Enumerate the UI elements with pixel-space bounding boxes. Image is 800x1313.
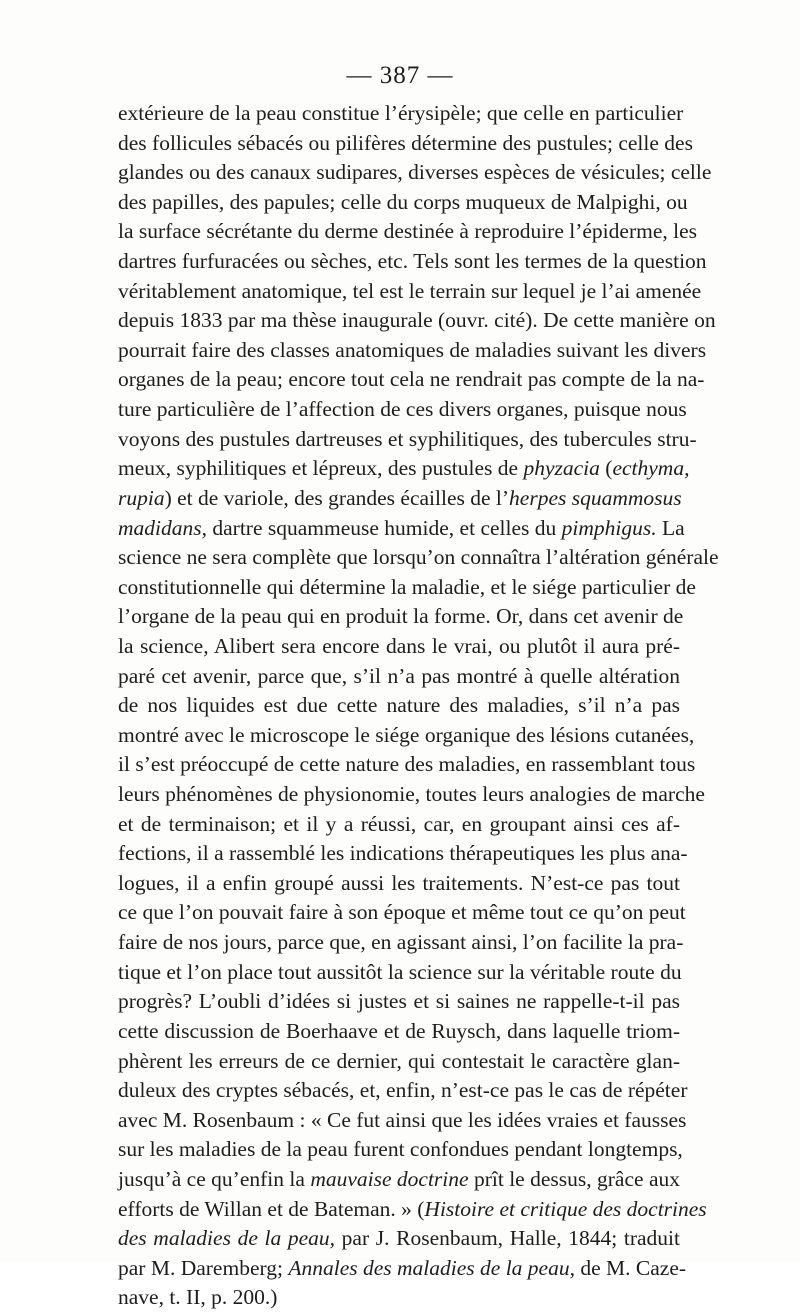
italic-text: pimphigus.: [561, 515, 657, 540]
text-line: [118, 188, 688, 218]
text-segment: voyons des pustules dartreuses et syphilitiques, des tubercules stru-: [118, 426, 697, 451]
text-segment: sur les maladies de la peau furent confondues pendant longtemps,: [118, 1137, 683, 1162]
text-line: [118, 306, 716, 336]
text-segment: (: [599, 456, 613, 481]
text-segment: science ne sera complète que lorsqu’on connaîtra l’altération générale: [118, 545, 719, 570]
italic-text: rupia: [118, 485, 165, 510]
text-line: [118, 99, 684, 129]
text-segment: la surface sécrétante du derme destinée à reproduire l’épiderme, les: [118, 219, 698, 244]
italic-text: phyzacia: [523, 456, 600, 481]
text-line: [118, 425, 697, 455]
text-line: [118, 158, 712, 188]
text-line: [118, 1017, 680, 1047]
text-segment: tique et l’on place tout aussitôt la science sur la véritable route du: [118, 959, 682, 984]
text-segment: organes de la peau; encore tout cela ne rendrait pas compte de la na-: [118, 367, 705, 392]
text-line: [118, 543, 719, 573]
text-segment: meux, syphilitiques et lépreux, des pustules de: [118, 456, 524, 481]
text-segment: ce que l’on pouvait faire à son époque et même tout ce qu’on peut: [118, 900, 686, 925]
italic-text: mauvaise doctrine: [310, 1166, 469, 1191]
text-line: [118, 573, 696, 603]
text-line: [118, 1283, 680, 1313]
text-segment: jusqu’à ce qu’enfin la: [118, 1166, 311, 1191]
text-line: [118, 1106, 687, 1136]
text-line: [118, 1195, 707, 1225]
text-segment: de M. Caze-: [574, 1255, 687, 1280]
text-line: [118, 454, 690, 484]
text-segment: extérieure de la peau constitue l’érysipèle; que celle en particulier: [118, 101, 684, 125]
text-segment: il s’est préoccupé de cette nature des maladies, en rassemblant tous: [118, 752, 696, 777]
text-segment: ) et de variole, des grandes écailles de l’: [164, 485, 510, 510]
text-segment: constitutionnelle qui détermine la maladie, et le siége particulier de: [118, 574, 696, 599]
text-segment: logues, il a enfin groupé aussi les traitements. N’est-ce pas tout: [118, 870, 680, 895]
text-segment: duleux des cryptes sébacés, et, enfin, n’est-ce pas le cas de répéter: [118, 1078, 688, 1103]
text-segment: faire de nos jours, parce que, en agissant ainsi, l’on facilite la pra-: [118, 930, 684, 955]
text-segment: des papilles, des papules; celle du corps muqueux de Malpighi, ou: [118, 189, 688, 214]
text-line: [118, 869, 680, 899]
text-segment: montré avec le microscope le siége organique des lésions cutanées,: [118, 722, 695, 747]
text-segment: par J. Rosenbaum, Halle, 1844; traduit: [335, 1226, 680, 1251]
text-segment: avec M. Rosenbaum : « Ce fut ainsi que les idées vraies et fausses: [118, 1107, 687, 1132]
text-segment: pourrait faire des classes anatomiques de maladies suivant les divers: [118, 337, 707, 362]
text-line: [118, 395, 687, 425]
text-segment: par M. Daremberg;: [118, 1255, 289, 1280]
text-line: [118, 1076, 688, 1106]
text-segment: phèrent les erreurs de ce dernier, qui contestait le caractère glan-: [118, 1048, 680, 1073]
text-line: [118, 958, 680, 988]
text-segment: ture particulière de l’affection de ces divers organes, puisque nous: [118, 397, 687, 422]
body-text: [118, 99, 719, 1313]
text-segment: cette discussion de Boerhaave et de Ruysch, dans laquelle triom-: [118, 1018, 680, 1043]
text-segment: paré cet avenir, parce que, s’il n’a pas montré à quelle altération: [118, 663, 680, 688]
text-segment: fections, il a rassemblé les indications thérapeutiques les plus ana-: [118, 841, 688, 866]
text-line: [118, 1254, 687, 1284]
text-line: [118, 662, 680, 692]
text-line: [118, 928, 684, 958]
italic-text: Histoire et critique des doctrines: [424, 1196, 707, 1221]
text-line: [118, 602, 684, 632]
text-segment: leurs phénomènes de physionomie, toutes leurs analogies de marche: [118, 782, 705, 807]
italic-text: Annales des maladies de la peau,: [288, 1255, 575, 1280]
italic-text: ecthyma,: [612, 456, 690, 481]
text-line: [118, 1165, 680, 1195]
text-line: [118, 750, 696, 780]
text-line: [118, 898, 686, 928]
text-segment: efforts de Willan et de Bateman. » (: [118, 1196, 425, 1221]
text-segment: et de terminaison; et il y a réussi, car, en groupant ainsi ces af-: [118, 811, 680, 836]
text-line: [118, 810, 680, 840]
text-line: [118, 217, 698, 247]
text-line: [118, 1224, 680, 1254]
text-segment: depuis 1833 par ma thèse inaugurale (ouvr. cité). De cette manière on: [118, 308, 716, 333]
text-line: [118, 277, 702, 307]
text-line: [118, 484, 680, 514]
text-line: [118, 839, 688, 869]
text-line: [118, 721, 695, 751]
text-line: [118, 780, 705, 810]
text-segment: la science, Alibert sera encore dans le vrai, ou plutôt il aura pré-: [118, 633, 680, 658]
text-line: [118, 336, 707, 366]
text-segment: véritablement anatomique, tel est le terrain sur lequel je l’ai amenée: [118, 278, 702, 303]
text-segment: de nos liquides est due cette nature des maladies, s’il n’a pas: [118, 693, 680, 718]
text-line: [118, 1047, 680, 1077]
text-line: [118, 365, 705, 395]
text-segment: prît le dessus, grâce aux: [468, 1166, 680, 1191]
italic-text: herpes squammosus: [509, 485, 682, 510]
text-segment: des follicules sébacés ou pilifères détermine des pustules; celle des: [118, 130, 693, 155]
text-segment: glandes ou des canaux sudipares, diverses espèces de vésicules; celle: [118, 160, 712, 185]
text-line: [118, 987, 680, 1017]
text-segment: nave, t. II, p. 200.): [118, 1285, 278, 1310]
page-number: — 387 —: [346, 62, 454, 89]
text-line: [118, 1135, 683, 1165]
text-line: [118, 129, 693, 159]
text-segment: l’organe de la peau qui en produit la forme. Or, dans cet avenir de: [118, 604, 684, 629]
italic-text: madidans,: [118, 515, 207, 540]
text-line: [118, 247, 707, 277]
text-segment: dartres furfuracées ou sèches, etc. Tels sont les termes de la question: [118, 249, 707, 274]
text-segment: progrès? L’oubli d’idées si justes et si saines ne rappelle-t-il pas: [118, 989, 680, 1014]
text-line: [118, 691, 680, 721]
italic-text: des maladies de la peau,: [118, 1226, 336, 1251]
text-line: [118, 514, 685, 544]
text-segment: dartre squammeuse humide, et celles du: [207, 515, 562, 540]
text-segment: La: [656, 515, 685, 540]
text-line: [118, 632, 680, 662]
